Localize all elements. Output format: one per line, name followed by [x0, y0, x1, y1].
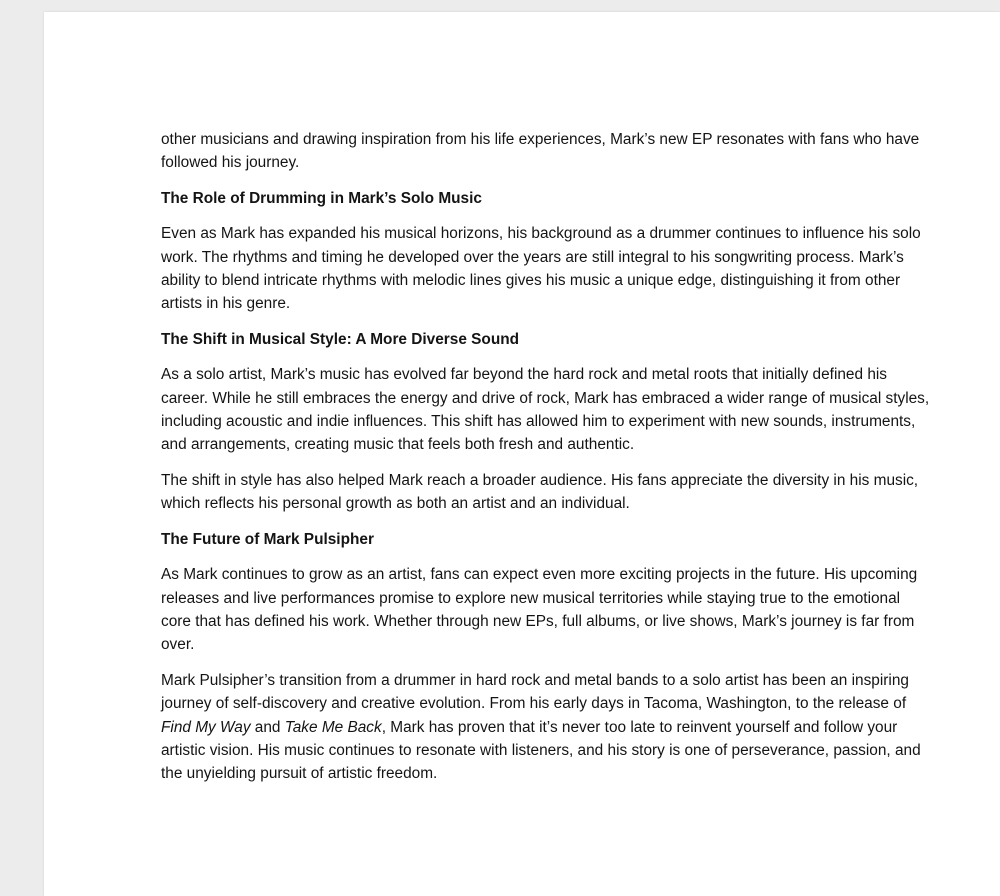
conclusion-text-1: Mark Pulsipher’s transition from a drummer in hard rock and metal bands to a solo artist has been an inspiring journey of self-discovery and creative evolution. From his early days in Tacoma, Washington, to the release of — [161, 671, 909, 713]
conclusion-text-2: and — [250, 718, 285, 736]
heading-drumming: The Role of Drumming in Mark’s Solo Music — [161, 189, 482, 207]
paragraph-style-1: As a solo artist, Mark’s music has evolved far beyond the hard rock and metal roots that initially defined his career. While he still embraces the energy and drive of rock, Mark has embraced a wider range of musical styles, including acoustic and indie influences. This shift has allowed him to experiment with new sounds, instruments, and arrangements, creating music that feels both fresh and authentic. — [161, 366, 930, 454]
conclusion-text-3: , Mark has proven that it’s never too late to reinvent yourself and follow your artistic vision. His music continues to resonate with listeners, and his story is one of perseverance, passion, and the unyielding pursuit of artistic freedom. — [161, 718, 921, 783]
album-title-take-me-back: Take Me Back — [284, 718, 382, 736]
heading-future: The Future of Mark Pulsipher — [161, 530, 374, 548]
paragraph-drumming: Even as Mark has expanded his musical horizons, his background as a drummer continues to influence his solo work. The rhythms and timing he developed over the years are still integral to his songwriting process. Mark’s ability to blend intricate rhythms with melodic lines gives his music a unique edge, distinguishing it from other artists in his genre. — [161, 225, 921, 313]
paragraph-intro: other musicians and drawing inspiration from his life experiences, Mark’s new EP resonates with fans who have followed his journey. — [161, 131, 920, 172]
paragraph-conclusion — [161, 669, 931, 786]
document-page — [44, 12, 1000, 896]
page-content — [161, 128, 931, 798]
heading-musical-style: The Shift in Musical Style: A More Diverse Sound — [161, 330, 520, 348]
paragraph-future: As Mark continues to grow as an artist, fans can expect even more exciting projects in the future. His upcoming releases and live performances promise to explore new musical territories while staying true to the emotional core that has defined his work. Whether through new EPs, full albums, or live shows, Mark’s journey is far from over. — [161, 566, 918, 654]
paragraph-style-2: The shift in style has also helped Mark reach a broader audience. His fans appreciate the diversity in his music, which reflects his personal growth as both an artist and an individual. — [161, 471, 919, 513]
album-title-find-my-way: Find My Way — [161, 718, 251, 736]
